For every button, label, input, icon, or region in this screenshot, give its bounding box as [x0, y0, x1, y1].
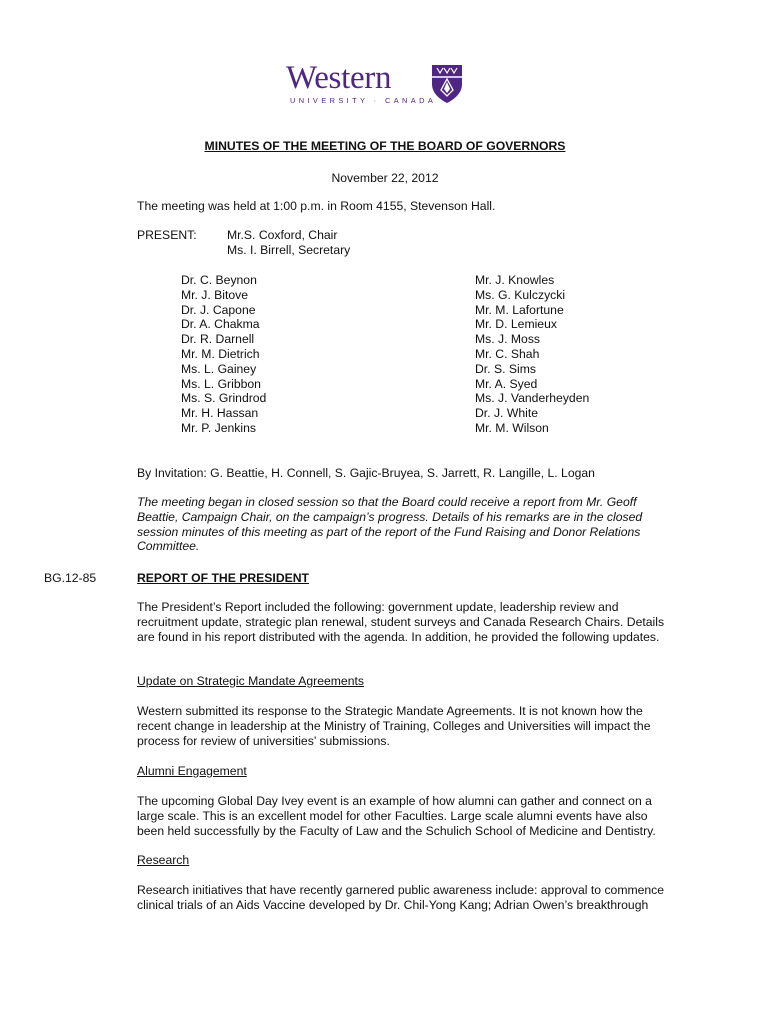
section-heading-mandate: Update on Strategic Mandate Agreements [137, 674, 364, 688]
present-label: PRESENT: [137, 228, 197, 242]
attendee-name: Mr. H. Hassan [181, 406, 259, 421]
attendee-name: Mr. J. Bitove [181, 287, 249, 302]
attendee-name: Mr. M. Lafortune [475, 302, 564, 317]
attendee-name: Dr. R. Darnell [181, 332, 255, 347]
attendee-name: Mr. D. Lemieux [475, 317, 557, 332]
chair-secretary-list [227, 228, 350, 258]
meeting-location: The meeting was held at 1:00 p.m. in Room 4155, Stevenson Hall. [137, 199, 496, 213]
shield-crest-icon [431, 64, 463, 104]
section-body-mandate: Western submitted its response to the Strategic Mandate Agreements. It is not known how the recent change in leadership at the Ministry of Training, Colleges and Universities will impact the process for review of universities’ submissions. [137, 704, 651, 748]
meeting-date: November 22, 2012 [331, 171, 439, 185]
attendee-name: Mr. C. Shah [475, 346, 540, 361]
attendee-name: Ms. J. Moss [475, 332, 541, 347]
section-body-alumni: The upcoming Global Day Ivey event is an example of how alumni can gather and connect on a large scale. This is an excellent model for other Faculties. Large scale alumni events have also been held successfully by the Faculty of Law and the Schulich School of Medicine and Dentistry. [137, 794, 656, 838]
attendee-name: Ms. L. Gainey [181, 361, 257, 376]
logo-wordmark: Western [286, 60, 392, 96]
president-report-intro: The President’s Report included the following: government update, leadership review and recruitment update, strategic plan renewal, student surveys and Canada Research Chairs. Details are found in his report distributed with the agenda. In addition, he provided the following updates. [137, 600, 665, 644]
attendee-name: Dr. S. Sims [475, 361, 536, 376]
document-title: MINUTES OF THE MEETING OF THE BOARD OF GOVERNORS [204, 139, 566, 153]
attendee-name: Mr. M. Dietrich [181, 346, 260, 361]
university-logo [286, 60, 476, 112]
section-heading-alumni: Alumni Engagement [137, 764, 247, 778]
attendee-name: Mr. M. Wilson [475, 420, 549, 435]
attendee-name: Mr. J. Knowles [475, 273, 555, 287]
agenda-item-title: REPORT OF THE PRESIDENT [137, 571, 309, 585]
attendee-name: Ms. L. Gribbon [181, 376, 261, 391]
attendee-name: Dr. J. Capone [181, 302, 256, 317]
attendee-name: Mr. A. Syed [475, 376, 538, 391]
closed-session-note: The meeting began in closed session so that the Board could receive a report from Mr. Geoff Beattie, Campaign Chair, on the campaign’s progress. Details of his remarks are in the closed session minutes of this meeting as part of the report of the Fund Raising and Donor Relations Committee. [137, 495, 643, 554]
attendee-name: Mr. P. Jenkins [181, 420, 256, 435]
logo-subtitle: UNIVERSITY · CANADA [290, 96, 437, 105]
secretary-line: Ms. I. Birrell, Secretary [227, 242, 351, 257]
section-body-research: Research initiatives that have recently garnered public awareness include: approval to commence clinical trials of an Aids Vaccine developed by Dr. Chil-Yong Kang; Adrian Owen’s breakthrough [137, 883, 665, 912]
attendee-name: Dr. J. White [475, 406, 538, 421]
by-invitation-line: By Invitation: G. Beattie, H. Connell, S. Gajic-Bruyea, S. Jarrett, R. Langille, L. Logan [137, 466, 595, 480]
attendee-name: Dr. C. Beynon [181, 273, 257, 287]
attendee-name: Ms. G. Kulczycki [475, 287, 566, 302]
agenda-item-number: BG.12-85 [44, 571, 97, 585]
attendee-name: Dr. A. Chakma [181, 317, 260, 332]
section-heading-research: Research [137, 853, 190, 867]
attendees-right-column [475, 273, 589, 436]
attendees-left-column [181, 273, 266, 436]
attendee-name: Ms. J. Vanderheyden [475, 391, 590, 406]
chair-line: Mr.S. Coxford, Chair [227, 228, 338, 242]
attendee-name: Ms. S. Grindrod [181, 391, 267, 406]
